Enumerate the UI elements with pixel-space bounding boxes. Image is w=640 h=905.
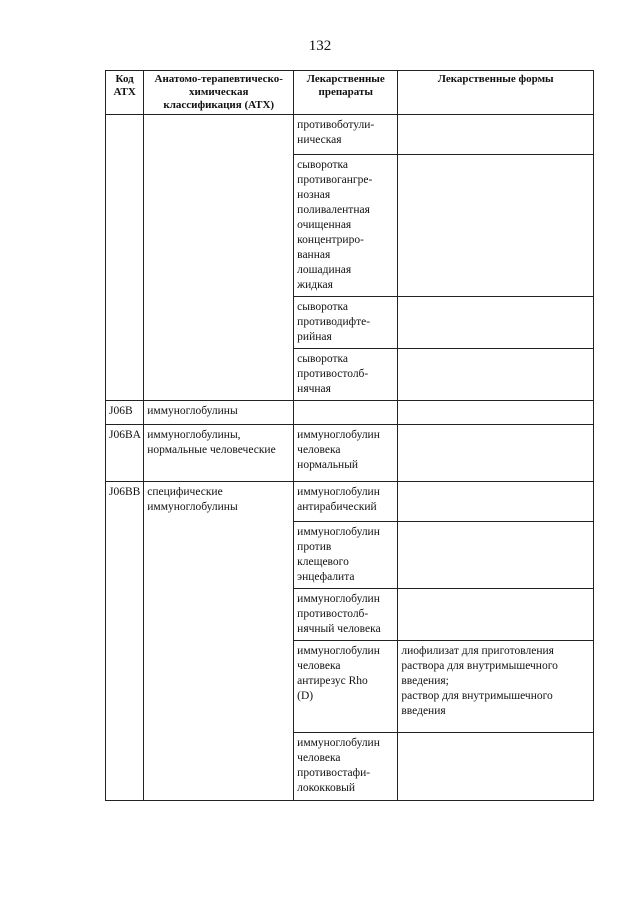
cell-drug: сыворотка противодифте- рийная (294, 297, 398, 349)
cell-drug: иммуноглобулин противостолб- нячный человека (294, 589, 398, 641)
header-code: Код АТХ (106, 71, 144, 115)
cell-classification: специфические иммуноглобулины (144, 482, 294, 801)
cell-drug (294, 401, 398, 425)
cell-form (398, 589, 594, 641)
cell-drug: противоботули- ническая (294, 115, 398, 155)
cell-code: J06BB (106, 482, 144, 801)
cell-drug: иммуноглобулин человека нормальный (294, 425, 398, 482)
cell-form (398, 522, 594, 589)
cell-classification: иммуноглобулины (144, 401, 294, 425)
cell-classification: иммуноглобулины, нормальные человеческие (144, 425, 294, 482)
cell-drug: иммуноглобулин человека антирезус Rho (D) (294, 641, 398, 733)
cell-form (398, 425, 594, 482)
cell-drug: сыворотка противостолб- нячная (294, 349, 398, 401)
cell-form (398, 115, 594, 155)
cell-form (398, 733, 594, 801)
header-drugs: Лекарственные препараты (294, 71, 398, 115)
table-row (106, 482, 594, 522)
cell-code-empty (106, 115, 144, 401)
cell-code: J06B (106, 401, 144, 425)
cell-form (398, 401, 594, 425)
cell-code: J06BA (106, 425, 144, 482)
cell-form: лиофилизат для приготовления раствора для внутримышечного введения; раствор для внутримышечного введения (398, 641, 594, 733)
table-row (106, 115, 594, 155)
header-classification: Анатомо-терапевтическо- химическая классификация (АТХ) (144, 71, 294, 115)
cell-form (398, 155, 594, 297)
cell-drug: иммуноглобулин против клещевого энцефалита (294, 522, 398, 589)
cell-class-empty (144, 115, 294, 401)
cell-form (398, 349, 594, 401)
page-number: 132 (308, 38, 332, 54)
table-row (106, 425, 594, 482)
cell-form (398, 482, 594, 522)
header-forms: Лекарственные формы (398, 71, 594, 115)
table-row (106, 401, 594, 425)
cell-drug: иммуноглобулин антирабический (294, 482, 398, 522)
cell-drug: сыворотка противогангре- нозная поливалентная очищенная концентриро- ванная лошадиная жидкая (294, 155, 398, 297)
cell-form (398, 297, 594, 349)
table-header-row (106, 71, 594, 115)
atx-table (105, 70, 594, 801)
cell-drug: иммуноглобулин человека противостафи- лококковый (294, 733, 398, 801)
